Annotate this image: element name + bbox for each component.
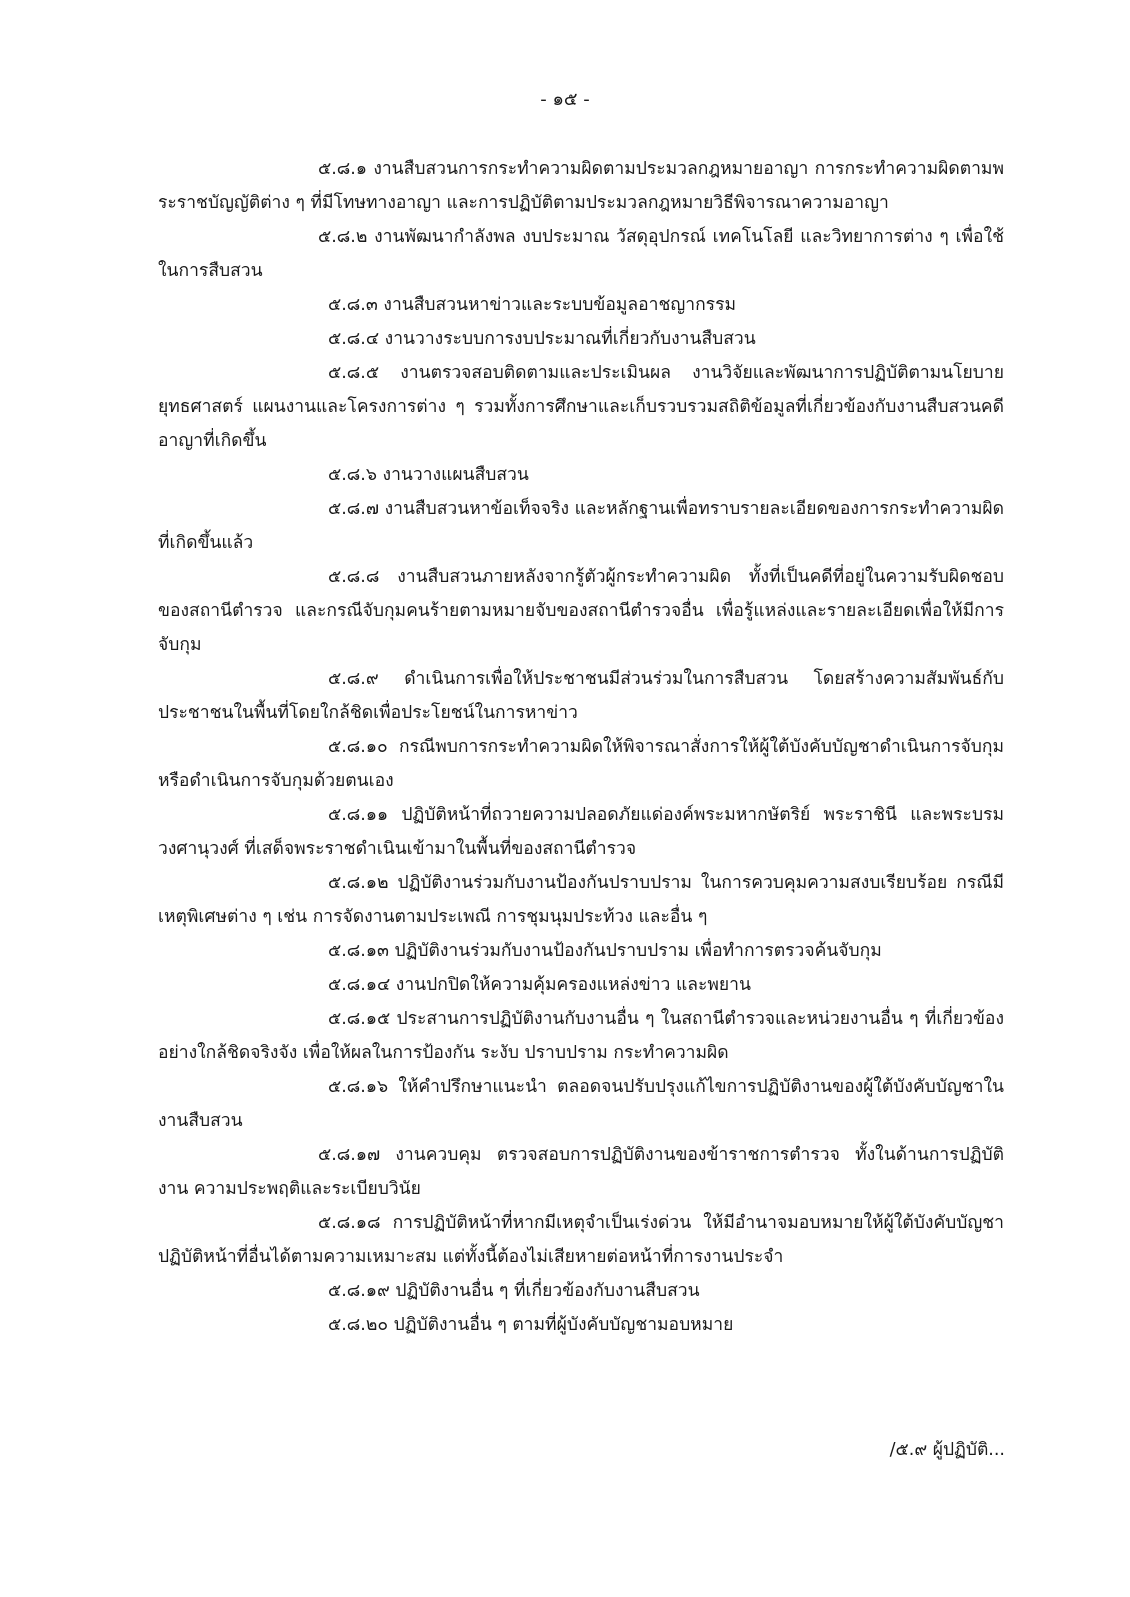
page-number: - ๑๕ - [540, 89, 590, 110]
paragraph-5-8-4: ๕.๘.๔ งานวางระบบการงบประมาณที่เกี่ยวกับงานสืบสวน [328, 329, 756, 349]
paragraph-5-8-3: ๕.๘.๓ งานสืบสวนหาข่าวและระบบข้อมูลอาชญากรรม [328, 295, 737, 315]
paragraph-5-8-9: ๕.๘.๙ ดำเนินการเพื่อให้ประชาชนมีส่วนร่วมในการสืบสวน โดยสร้างความสัมพันธ์กับประชาชนในพื้นที่โดยใกล้ชิดเพื่อประโยชน์ในการหาข่าว [158, 669, 1004, 723]
paragraph-5-8-17: ๕.๘.๑๗ งานควบคุม ตรวจสอบการปฏิบัติงานของข้าราชการตำรวจ ทั้งในด้านการปฏิบัติงาน ความประพฤติและระเบียบวินัย [158, 1145, 1004, 1199]
paragraph-5-8-16: ๕.๘.๑๖ ให้คำปรึกษาแนะนำ ตลอดจนปรับปรุงแก้ไขการปฏิบัติงานของผู้ใต้บังคับบัญชาในงานสืบสวน [158, 1077, 1004, 1131]
continuation-note: /๕.๙ ผู้ปฏิบัติ... [889, 1440, 1005, 1460]
paragraph-5-8-14: ๕.๘.๑๔ งานปกปิดให้ความคุ้มครองแหล่งข่าว และพยาน [328, 975, 751, 995]
paragraph-5-8-5: ๕.๘.๕ งานตรวจสอบติดตามและประเมินผล งานวิจัยและพัฒนาการปฏิบัติตามนโยบาย ยุทธศาสตร์ แผนงานและโครงการต่าง ๆ รวมทั้งการศึกษาและเก็บรวบรวมสถิติข้อมูลที่เกี่ยวข้องกับงานสืบสวนคดีอาญาที่เกิดขึ้น [158, 363, 1004, 451]
paragraph-5-8-15: ๕.๘.๑๕ ประสานการปฏิบัติงานกับงานอื่น ๆ ในสถานีตำรวจและหน่วยงานอื่น ๆ ที่เกี่ยวข้องอย่างใกล้ชิดจริงจัง เพื่อให้ผลในการป้องกัน ระงับ ปราบปราม กระทำความผิด [158, 1009, 1004, 1063]
paragraph-5-8-2: ๕.๘.๒ งานพัฒนากำลังพล งบประมาณ วัสดุอุปกรณ์ เทคโนโลยี และวิทยาการต่าง ๆ เพื่อใช้ในการสืบสวน [158, 227, 1004, 281]
paragraph-5-8-10: ๕.๘.๑๐ กรณีพบการกระทำความผิดให้พิจารณาสั่งการให้ผู้ใต้บังคับบัญชาดำเนินการจับกุม หรือดำเนินการจับกุมด้วยตนเอง [158, 737, 1004, 791]
paragraph-5-8-13: ๕.๘.๑๓ ปฏิบัติงานร่วมกับงานป้องกันปราบปราม เพื่อทำการตรวจค้นจับกุม [328, 941, 882, 961]
paragraph-5-8-6: ๕.๘.๖ งานวางแผนสืบสวน [328, 465, 529, 485]
paragraph-5-8-12: ๕.๘.๑๒ ปฏิบัติงานร่วมกับงานป้องกันปราบปราม ในการควบคุมความสงบเรียบร้อย กรณีมีเหตุพิเศษต่าง ๆ เช่น การจัดงานตามประเพณี การชุมนุมประท้วง และอื่น ๆ [158, 873, 1004, 927]
paragraph-5-8-20: ๕.๘.๒๐ ปฏิบัติงานอื่น ๆ ตามที่ผู้บังคับบัญชามอบหมาย [328, 1315, 734, 1335]
paragraph-5-8-18: ๕.๘.๑๘ การปฏิบัติหน้าที่หากมีเหตุจำเป็นเร่งด่วน ให้มีอำนาจมอบหมายให้ผู้ใต้บังคับบัญชาปฏิบัติหน้าที่อื่นได้ตามความเหมาะสม แต่ทั้งนี้ต้องไม่เสียหายต่อหน้าที่การงานประจำ [158, 1213, 1004, 1267]
paragraph-5-8-11: ๕.๘.๑๑ ปฏิบัติหน้าที่ถวายความปลอดภัยแด่องค์พระมหากษัตริย์ พระราชินี และพระบรมวงศานุวงศ์ ที่เสด็จพระราชดำเนินเข้ามาในพื้นที่ของสถานีตำรวจ [158, 805, 1004, 859]
paragraph-5-8-7: ๕.๘.๗ งานสืบสวนหาข้อเท็จจริง และหลักฐานเพื่อทราบรายละเอียดของการกระทำความผิดที่เกิดขึ้นแล้ว [158, 499, 1004, 553]
document-body [158, 152, 1004, 1342]
paragraph-5-8-19: ๕.๘.๑๙ ปฏิบัติงานอื่น ๆ ที่เกี่ยวข้องกับงานสืบสวน [328, 1281, 700, 1301]
paragraph-5-8-8: ๕.๘.๘ งานสืบสวนภายหลังจากรู้ตัวผู้กระทำความผิด ทั้งที่เป็นคดีที่อยู่ในความรับผิดชอบของสถานีตำรวจ และกรณีจับกุมคนร้ายตามหมายจับของสถานีตำรวจอื่น เพื่อรู้แหล่งและรายละเอียดเพื่อให้มีการจับกุม [158, 567, 1004, 655]
paragraph-5-8-1: ๕.๘.๑ งานสืบสวนการกระทำความผิดตามประมวลกฎหมายอาญา การกระทำความผิดตามพระราชบัญญัติต่าง ๆ ที่มีโทษทางอาญา และการปฏิบัติตามประมวลกฎหมายวิธีพิจารณาความอาญา [158, 159, 1004, 213]
